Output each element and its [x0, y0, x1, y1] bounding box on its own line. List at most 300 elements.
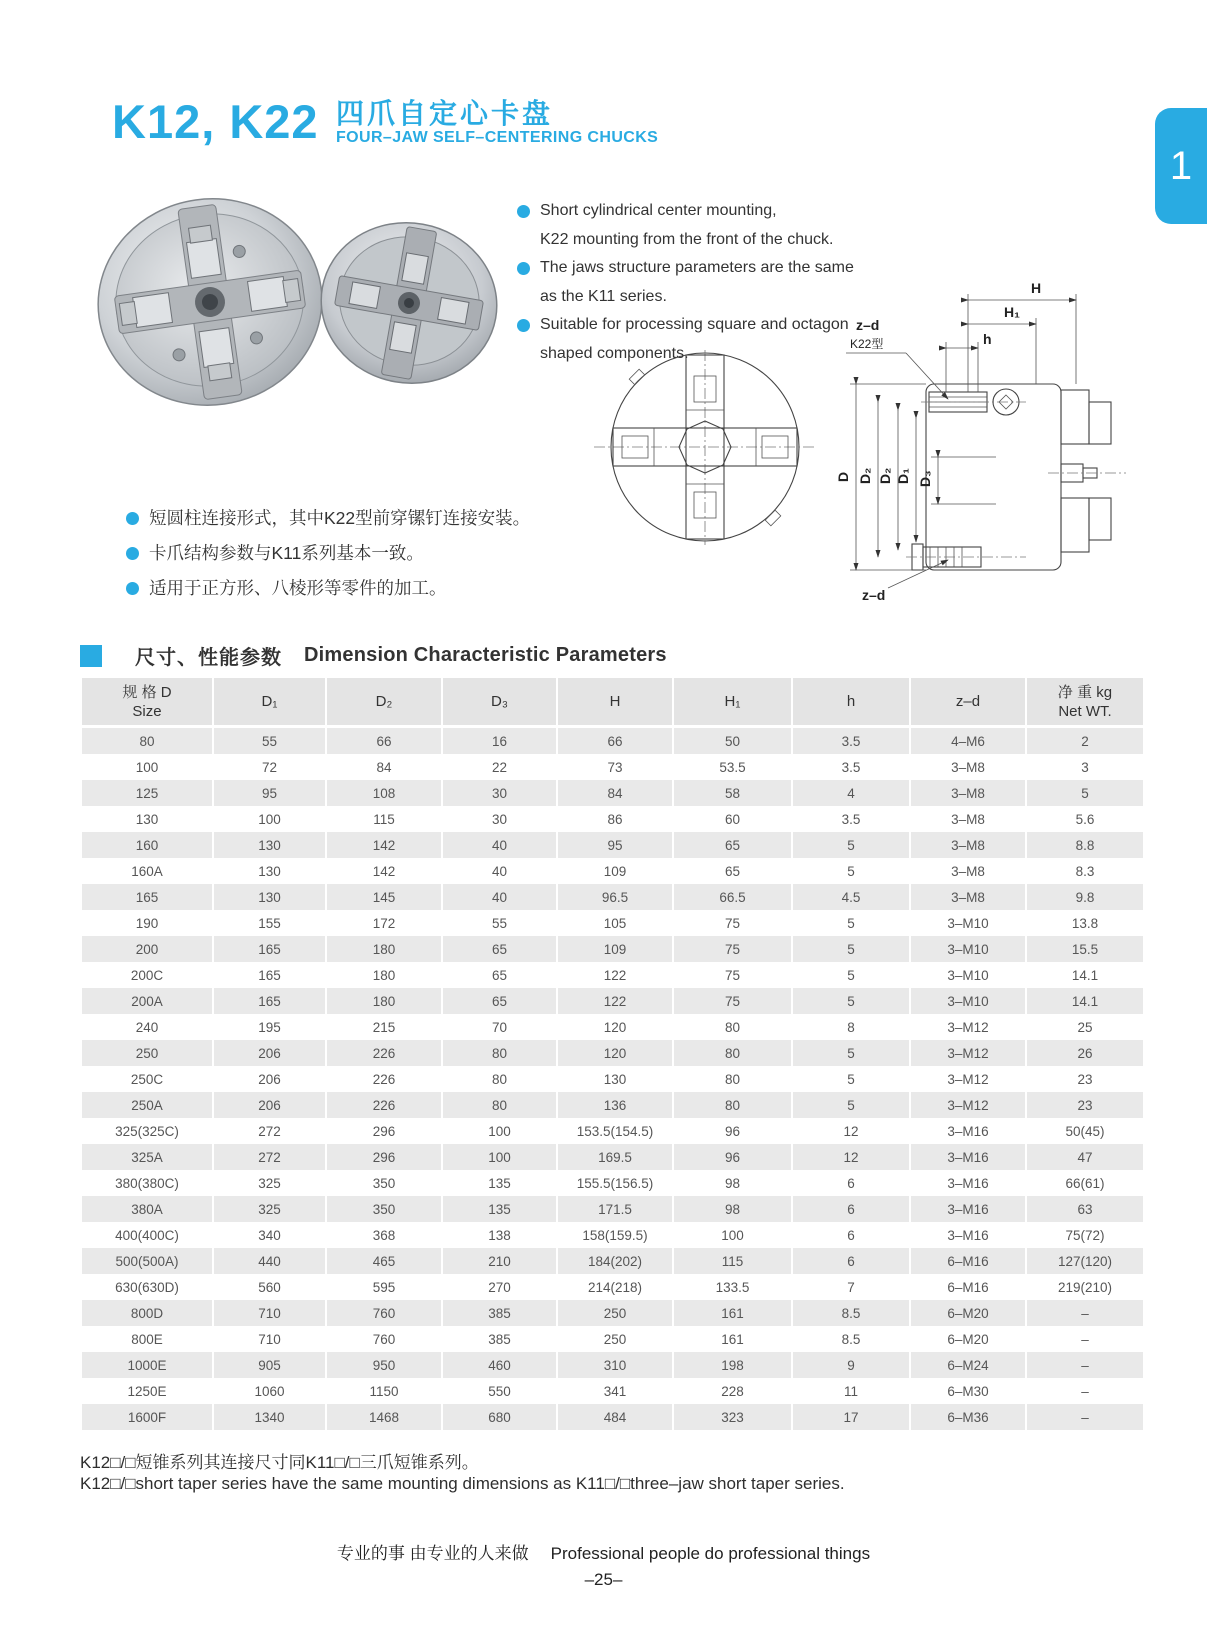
- chuck-front-view-drawing: [592, 348, 818, 553]
- table-cell: 3–M10: [947, 915, 989, 931]
- table-cell: 1340: [214, 1404, 325, 1430]
- table-cell: 180: [327, 988, 441, 1014]
- table-cell: 130: [135, 811, 159, 827]
- table-cell: 5: [793, 988, 909, 1014]
- bullet-icon: [517, 205, 530, 218]
- table-cell: 66.5: [674, 884, 791, 910]
- table-cell: 250: [558, 1300, 672, 1326]
- table-cell: 14.1: [1027, 988, 1143, 1014]
- table-cell: 272: [214, 1144, 325, 1170]
- table-cell: 8: [847, 1019, 855, 1035]
- table-cell: 3–M16: [911, 1196, 1025, 1222]
- table-cell: 6–M20: [911, 1300, 1025, 1326]
- table-cell: 460: [443, 1352, 556, 1378]
- table-cell: 190: [135, 915, 159, 931]
- zd-bottom-label: z–d: [862, 587, 886, 603]
- product-photo-left: [86, 192, 334, 419]
- table-row: [82, 678, 1143, 728]
- table-cell: 6: [847, 1175, 855, 1191]
- table-cell: 80: [491, 1071, 508, 1087]
- table-cell: 6–M16: [911, 1248, 1025, 1274]
- table-cell: 323: [674, 1404, 791, 1430]
- table-cell: 385: [488, 1331, 511, 1347]
- table-cell: 350: [327, 1196, 441, 1222]
- table-cell: 380(380C): [115, 1175, 179, 1191]
- table-row: [82, 1170, 1143, 1196]
- table-cell: 109: [603, 863, 627, 879]
- table-row: [82, 884, 1143, 910]
- table-cell: 3.5: [841, 759, 861, 775]
- table-cell: 340: [258, 1227, 281, 1243]
- feature-text: 卡爪结构参数与K11系列基本一致。: [149, 543, 424, 563]
- table-cell: 8.5: [841, 1331, 861, 1347]
- table-cell: 3–M8: [951, 863, 985, 879]
- table-cell: 153.5(154.5): [576, 1123, 654, 1139]
- table-cell: 65: [443, 988, 556, 1014]
- table-cell: 120: [558, 1040, 672, 1066]
- table-cell: 15.5: [1027, 936, 1143, 962]
- table-cell: 3–M12: [911, 1040, 1025, 1066]
- table-cell: 12: [843, 1123, 859, 1139]
- table-cell: 3–M12: [947, 1019, 989, 1035]
- feature-text: 适用于正方形、八棱形等零件的加工。: [149, 578, 447, 598]
- column-header: D₃: [443, 678, 556, 728]
- table-row: [82, 1118, 1143, 1144]
- table-cell: 595: [372, 1279, 396, 1295]
- table-cell: 6–M30: [947, 1383, 989, 1399]
- table-cell: 138: [488, 1227, 511, 1243]
- table-cell: 66: [327, 728, 441, 754]
- table-cell: 100: [443, 1144, 556, 1170]
- table-cell: 210: [443, 1248, 556, 1274]
- table-row: [82, 858, 1143, 884]
- column-header: D₁: [214, 678, 325, 728]
- table-row: [82, 1326, 1143, 1352]
- list-item: [126, 501, 546, 536]
- table-row: [82, 728, 1143, 754]
- table-cell: 80: [724, 1019, 741, 1035]
- table-cell: 16: [443, 728, 556, 754]
- table-cell: 4–M6: [911, 728, 1025, 754]
- table-row: [82, 1222, 1143, 1248]
- table-cell: 325: [214, 1196, 325, 1222]
- dim-label-D3: D₃: [917, 470, 933, 487]
- table-row: [82, 754, 1143, 780]
- table-cell: 65: [491, 967, 508, 983]
- table-cell: 680: [443, 1404, 556, 1430]
- table-cell: 1000E: [82, 1352, 212, 1378]
- table-cell: 5: [793, 832, 909, 858]
- table-row: [82, 988, 1143, 1014]
- table-cell: 58: [674, 780, 791, 806]
- dim-label-h: h: [983, 331, 992, 347]
- column-header: D₂: [327, 678, 441, 728]
- table-cell: 115: [674, 1248, 791, 1274]
- table-cell: 80: [443, 1092, 556, 1118]
- table-cell: 5.6: [1075, 811, 1095, 827]
- table-cell: 3.5: [793, 728, 909, 754]
- bullet-icon: [517, 319, 530, 332]
- table-cell: 165: [214, 936, 325, 962]
- bullet-icon: [126, 512, 139, 525]
- table-cell: 3–M12: [947, 1071, 989, 1087]
- table-cell: 108: [327, 780, 441, 806]
- table-cell: 84: [376, 759, 392, 775]
- table-cell: 133.5: [715, 1279, 750, 1295]
- table-cell: 195: [258, 1019, 281, 1035]
- table-cell: 200: [82, 936, 212, 962]
- list-item: [126, 536, 546, 571]
- k22-label: K22型: [850, 337, 884, 351]
- table-cell: 23: [1077, 1071, 1093, 1087]
- table-cell: 65: [674, 832, 791, 858]
- table-cell: 4: [793, 780, 909, 806]
- table-cell: 120: [603, 1019, 627, 1035]
- table-row: [82, 1404, 1143, 1430]
- table-cell: 226: [327, 1092, 441, 1118]
- table-cell: 165: [82, 884, 212, 910]
- table-cell: 214(218): [587, 1279, 643, 1295]
- table-cell: 200A: [82, 988, 212, 1014]
- table-cell: –: [1081, 1383, 1089, 1399]
- table-cell: –: [1027, 1352, 1143, 1378]
- feature-text: Short cylindrical center mounting,: [540, 202, 777, 219]
- table-row: [82, 910, 1143, 936]
- table-cell: 250C: [130, 1071, 164, 1087]
- table-cell: 9.8: [1027, 884, 1143, 910]
- table-cell: 40: [491, 863, 508, 879]
- footer-slogan-chinese: 专业的事 由专业的人来做: [336, 1544, 529, 1563]
- table-cell: 84: [558, 780, 672, 806]
- table-cell: 3–M8: [911, 884, 1025, 910]
- table-row: [82, 1196, 1143, 1222]
- table-row: [82, 962, 1143, 988]
- table-cell: 40: [443, 884, 556, 910]
- table-cell: 50: [674, 728, 791, 754]
- table-cell: 630(630D): [115, 1279, 179, 1295]
- table-cell: 1250E: [127, 1383, 167, 1399]
- table-cell: 66(61): [1065, 1175, 1105, 1191]
- table-cell: 400(400C): [115, 1227, 179, 1243]
- table-row: [82, 1014, 1143, 1040]
- table-cell: 130: [603, 1071, 627, 1087]
- table-row: [82, 1378, 1143, 1404]
- table-cell: 3–M10: [947, 967, 989, 983]
- table-cell: 250: [603, 1331, 627, 1347]
- table-cell: 65: [443, 936, 556, 962]
- table-cell: 206: [214, 1040, 325, 1066]
- dim-label-D: D: [835, 471, 851, 482]
- table-cell: 75(72): [1065, 1227, 1105, 1243]
- zd-top-label: z–d: [856, 317, 880, 333]
- table-cell: 96: [674, 1144, 791, 1170]
- table-cell: –: [1027, 1300, 1143, 1326]
- table-body: [82, 728, 1143, 1430]
- table-cell: 11: [843, 1383, 858, 1399]
- table-cell: 250A: [82, 1092, 212, 1118]
- table-cell: 3–M16: [911, 1144, 1025, 1170]
- table-row: [82, 832, 1143, 858]
- table-row: [82, 806, 1143, 832]
- table-cell: 5: [847, 915, 855, 931]
- table-cell: 100: [135, 759, 159, 775]
- table-cell: 136: [558, 1092, 672, 1118]
- table-cell: 30: [491, 811, 508, 827]
- table-cell: 100: [258, 811, 281, 827]
- table-row: [82, 1092, 1143, 1118]
- table-cell: 80: [674, 1092, 791, 1118]
- table-cell: 1600F: [82, 1404, 212, 1430]
- column-header: z–d: [911, 678, 1025, 728]
- table-cell: 80: [443, 1040, 556, 1066]
- table-cell: 73: [607, 759, 623, 775]
- table-cell: 40: [443, 832, 556, 858]
- table-cell: 171.5: [558, 1196, 672, 1222]
- note-chinese: K12□/□短锥系列其连接尺寸同K11□/□三爪短锥系列。: [80, 1453, 479, 1472]
- chuck-side-view-drawing: [826, 272, 1128, 611]
- table-cell: 96.5: [558, 884, 672, 910]
- table-cell: 1468: [327, 1404, 441, 1430]
- table-cell: 296: [372, 1123, 396, 1139]
- table-cell: 12: [793, 1144, 909, 1170]
- page-title: K12, K22: [112, 95, 319, 148]
- bullet-icon: [126, 582, 139, 595]
- table-cell: 60: [724, 811, 741, 827]
- table-cell: 760: [372, 1331, 396, 1347]
- table-cell: 55: [491, 915, 508, 931]
- table-cell: 325: [258, 1175, 281, 1191]
- table-cell: 6–M20: [947, 1331, 989, 1347]
- table-row: [82, 1352, 1143, 1378]
- table-cell: 23: [1027, 1092, 1143, 1118]
- table-cell: 710: [214, 1300, 325, 1326]
- table-cell: 130: [214, 884, 325, 910]
- table-cell: 98: [674, 1196, 791, 1222]
- table-cell: 165: [214, 988, 325, 1014]
- table-cell: 75: [674, 988, 791, 1014]
- table-cell: 160: [82, 832, 212, 858]
- table-cell: 172: [372, 915, 396, 931]
- dim-label-D2b: D₂: [877, 467, 893, 484]
- table-cell: 484: [558, 1404, 672, 1430]
- table-cell: 215: [372, 1019, 396, 1035]
- section-title-chinese: 尺寸、性能参数: [135, 647, 282, 669]
- feature-text: K22 mounting from the front of the chuck.: [540, 230, 834, 248]
- table-cell: 80: [674, 1040, 791, 1066]
- table-cell: 155: [258, 915, 281, 931]
- table-cell: 341: [603, 1383, 627, 1399]
- table-cell: 180: [372, 967, 396, 983]
- table-cell: 350: [372, 1175, 396, 1191]
- table-cell: 5: [847, 863, 855, 879]
- feature-list-chinese: [126, 501, 546, 606]
- column-header: H₁: [674, 678, 791, 728]
- table-row: [82, 780, 1143, 806]
- table-cell: 115: [373, 811, 395, 827]
- table-cell: 135: [488, 1175, 511, 1191]
- table-cell: 3–M8: [911, 832, 1025, 858]
- column-header: 规 格 D Size: [82, 678, 212, 728]
- table-row: [82, 1274, 1143, 1300]
- table-cell: 6–M24: [911, 1352, 1025, 1378]
- table-cell: 8.8: [1027, 832, 1143, 858]
- product-title-chinese: 四爪自定心卡盘: [336, 98, 554, 129]
- table-cell: 75: [724, 967, 741, 983]
- table-cell: 145: [327, 884, 441, 910]
- feature-text: shaped components.: [540, 344, 689, 362]
- table-cell: 310: [558, 1352, 672, 1378]
- table-cell: 228: [721, 1383, 744, 1399]
- chapter-number: 1: [1169, 143, 1193, 188]
- table-cell: 240: [135, 1019, 159, 1035]
- table-cell: 105: [603, 915, 627, 931]
- table-row: [82, 1066, 1143, 1092]
- table-cell: 198: [674, 1352, 791, 1378]
- table-cell: 9: [793, 1352, 909, 1378]
- table-cell: 226: [372, 1071, 396, 1087]
- dim-label-H1: H₁: [1004, 304, 1020, 320]
- dim-label-H: H: [1031, 280, 1042, 296]
- chapter-tab: [1155, 108, 1207, 224]
- table-cell: 26: [1027, 1040, 1143, 1066]
- table-cell: 98: [724, 1175, 741, 1191]
- feature-text: The jaws structure parameters are the same: [540, 259, 854, 276]
- table-cell: 380A: [82, 1196, 212, 1222]
- table-cell: 127(120): [1027, 1248, 1143, 1274]
- list-item: [126, 571, 546, 606]
- table-cell: 160A: [131, 863, 163, 879]
- table-cell: 560: [258, 1279, 281, 1295]
- table-cell: 80: [82, 728, 212, 754]
- table-cell: 1060: [254, 1383, 285, 1399]
- table-cell: 75: [724, 915, 741, 931]
- table-cell: 3–M8: [951, 811, 985, 827]
- table-cell: 465: [327, 1248, 441, 1274]
- table-row: [82, 936, 1143, 962]
- table-cell: 4.5: [793, 884, 909, 910]
- table-cell: 75: [674, 936, 791, 962]
- table-cell: 550: [488, 1383, 511, 1399]
- table-row: [82, 1144, 1143, 1170]
- table-cell: 7: [847, 1279, 855, 1295]
- table-cell: 3: [1081, 759, 1089, 775]
- table-cell: 14.1: [1071, 967, 1099, 983]
- table-cell: 368: [372, 1227, 396, 1243]
- table-cell: 6: [793, 1196, 909, 1222]
- table-cell: 95: [214, 780, 325, 806]
- column-header: h: [793, 678, 909, 728]
- table-cell: 70: [491, 1019, 508, 1035]
- table-cell: 122: [558, 988, 672, 1014]
- feature-list-english: [517, 197, 862, 368]
- table-cell: –: [1027, 1404, 1143, 1430]
- table-cell: 3.5: [841, 811, 861, 827]
- table-cell: 905: [214, 1352, 325, 1378]
- list-item: [517, 226, 862, 255]
- table-cell: 6–M16: [947, 1279, 989, 1295]
- table-cell: 169.5: [558, 1144, 672, 1170]
- dim-label-D2: D₂: [857, 467, 873, 484]
- table-row: [82, 1300, 1143, 1326]
- table-cell: 125: [82, 780, 212, 806]
- product-photo-right: [310, 216, 508, 395]
- table-cell: 63: [1027, 1196, 1143, 1222]
- table-cell: 950: [327, 1352, 441, 1378]
- table-cell: 760: [327, 1300, 441, 1326]
- table-cell: 3–M16: [947, 1227, 989, 1243]
- table-cell: 272: [258, 1123, 281, 1139]
- table-cell: 250: [82, 1040, 212, 1066]
- table-cell: 3–M8: [911, 780, 1025, 806]
- table-cell: 158(159.5): [582, 1227, 648, 1243]
- table-cell: 161: [674, 1300, 791, 1326]
- table-cell: 135: [443, 1196, 556, 1222]
- table-cell: 710: [258, 1331, 281, 1347]
- table-cell: 22: [491, 759, 508, 775]
- table-cell: 270: [488, 1279, 511, 1295]
- list-item: [517, 283, 862, 312]
- footer-slogan: [0, 1539, 1207, 1564]
- table-cell: 219(210): [1057, 1279, 1113, 1295]
- product-title-english: FOUR–JAW SELF–CENTERING CHUCKS: [336, 129, 659, 146]
- table-cell: 3–M10: [911, 936, 1025, 962]
- section-title-english: Dimension Characteristic Parameters: [304, 644, 667, 666]
- table-cell: 96: [724, 1123, 741, 1139]
- table-cell: 47: [1027, 1144, 1143, 1170]
- table-cell: 109: [558, 936, 672, 962]
- table-cell: 180: [327, 936, 441, 962]
- table-cell: 65: [724, 863, 741, 879]
- table-cell: 6–M36: [911, 1404, 1025, 1430]
- table-cell: 3–M12: [911, 1092, 1025, 1118]
- table-header-row: [82, 678, 1143, 728]
- table-row: [82, 1040, 1143, 1066]
- table-cell: 155.5(156.5): [576, 1175, 654, 1191]
- table-cell: 30: [443, 780, 556, 806]
- bullet-icon: [126, 547, 139, 560]
- table-cell: 800D: [82, 1300, 212, 1326]
- table-cell: 66: [558, 728, 672, 754]
- table-cell: 5: [1027, 780, 1143, 806]
- table-cell: 5: [847, 967, 855, 983]
- table-cell: 325A: [82, 1144, 212, 1170]
- table-cell: 8.3: [1075, 863, 1095, 879]
- table-cell: 50(45): [1065, 1123, 1105, 1139]
- table-cell: 6: [847, 1227, 855, 1243]
- table-cell: 17: [793, 1404, 909, 1430]
- table-cell: 385: [443, 1300, 556, 1326]
- table-cell: 5: [793, 1040, 909, 1066]
- table-cell: 165: [258, 967, 281, 983]
- table-cell: 6: [793, 1248, 909, 1274]
- table-cell: 80: [724, 1071, 741, 1087]
- table-cell: 5: [793, 1092, 909, 1118]
- table-cell: 142: [372, 863, 396, 879]
- table-cell: 3–M16: [947, 1175, 989, 1191]
- table-cell: 100: [488, 1123, 511, 1139]
- table-cell: 800E: [131, 1331, 163, 1347]
- table-cell: 95: [558, 832, 672, 858]
- table-cell: 55: [214, 728, 325, 754]
- table-cell: 3–M8: [951, 759, 985, 775]
- table-cell: 5: [793, 936, 909, 962]
- list-item: [517, 254, 862, 283]
- table-cell: 1150: [369, 1383, 399, 1399]
- bullet-icon: [517, 262, 530, 275]
- table-cell: 206: [258, 1071, 281, 1087]
- table-cell: 226: [327, 1040, 441, 1066]
- table-cell: 142: [327, 832, 441, 858]
